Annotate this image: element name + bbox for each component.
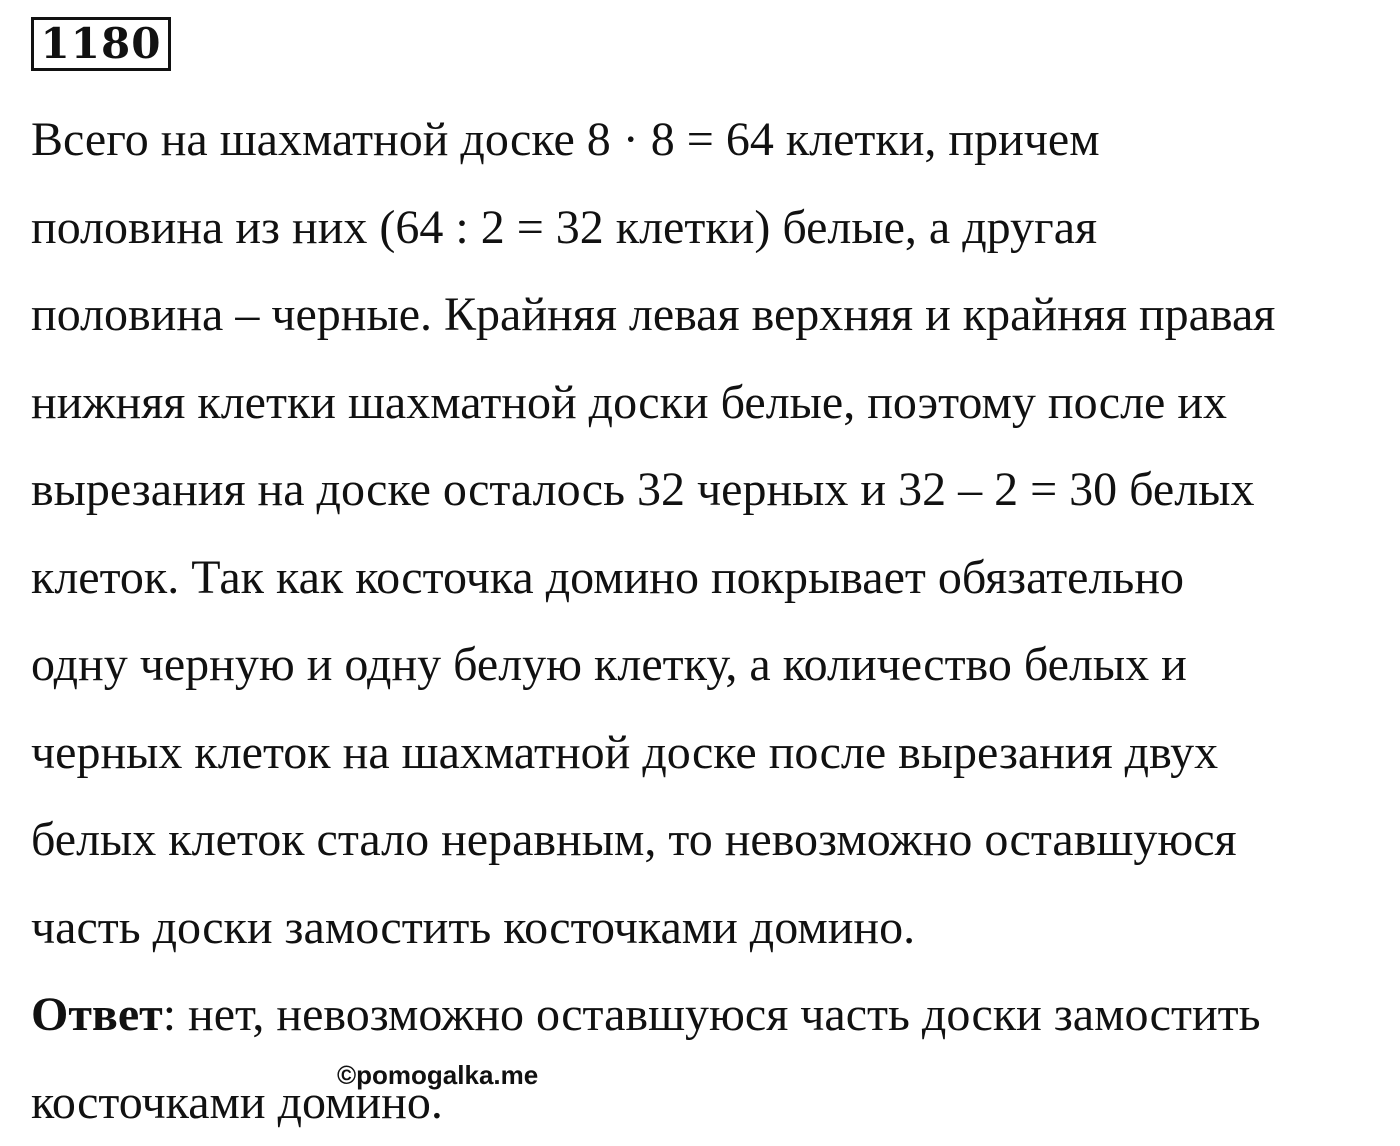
solution-line: Всего на шахматной доске 8 · 8 = 64 клетки, причем bbox=[31, 96, 1371, 184]
answer-block bbox=[31, 971, 1371, 1146]
problem-number: 1180 bbox=[41, 23, 162, 65]
solution-text bbox=[31, 96, 1371, 971]
watermark: ©pomogalka.me bbox=[337, 1062, 538, 1088]
answer-line-1 bbox=[31, 971, 1371, 1059]
answer-line-2: косточками домино. bbox=[31, 1059, 1371, 1146]
answer-text: : нет, невозможно оставшуюся часть доски замостить bbox=[163, 988, 1261, 1041]
problem-number-box bbox=[31, 17, 171, 71]
solution-line: половина – черные. Крайняя левая верхняя и крайняя правая bbox=[31, 271, 1371, 359]
solution-line: часть доски замостить косточками домино. bbox=[31, 884, 1371, 972]
solution-line: белых клеток стало неравным, то невозможно оставшуюся bbox=[31, 796, 1371, 884]
solution-line: клеток. Так как косточка домино покрывает обязательно bbox=[31, 534, 1371, 622]
solution-line: половина из них (64 : 2 = 32 клетки) белые, а другая bbox=[31, 184, 1371, 272]
solution-line: одну черную и одну белую клетку, а количество белых и bbox=[31, 621, 1371, 709]
solution-line: вырезания на доске осталось 32 черных и 32 – 2 = 30 белых bbox=[31, 446, 1371, 534]
answer-label: Ответ bbox=[31, 988, 163, 1041]
solution-line: нижняя клетки шахматной доски белые, поэтому после их bbox=[31, 359, 1371, 447]
solution-line: черных клеток на шахматной доске после вырезания двух bbox=[31, 709, 1371, 797]
